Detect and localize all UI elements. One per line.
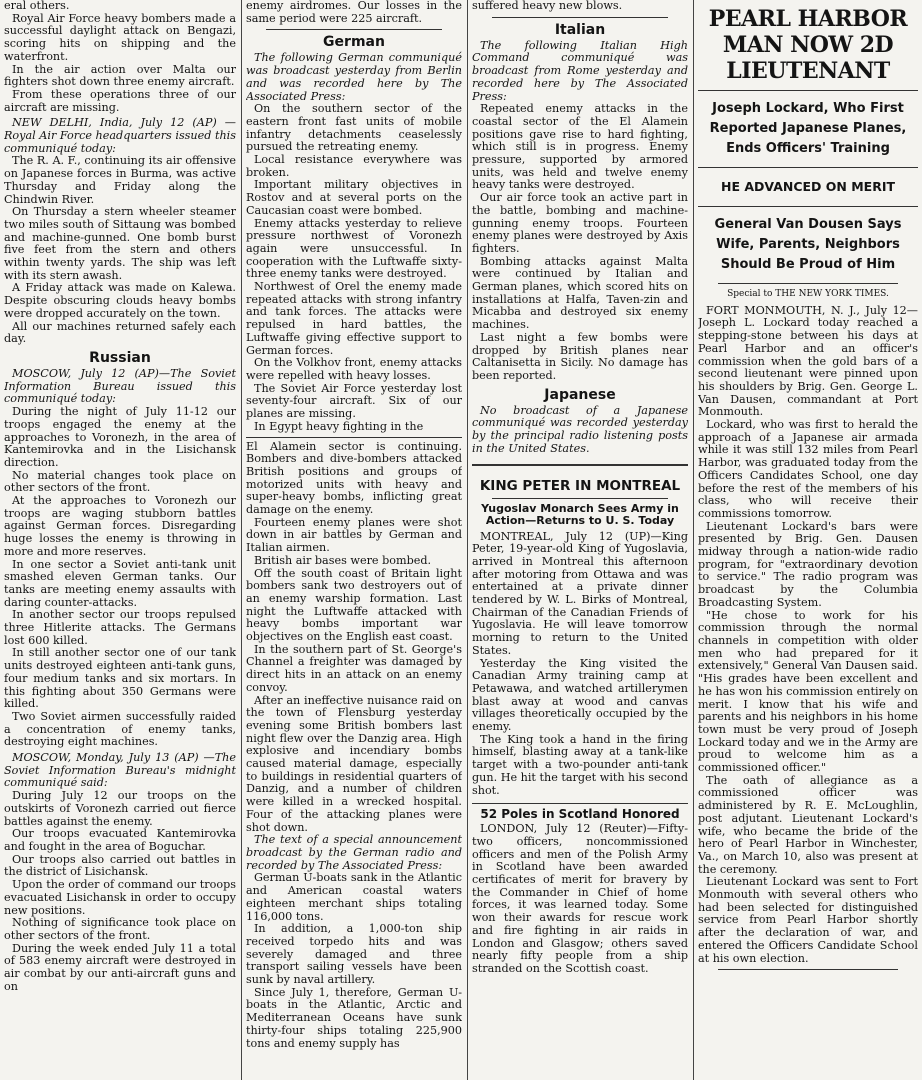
paragraph: Since July 1, therefore, German U-boats in the Atlantic, Arctic and Mediterranean Oceans have sunk thirty-four ships totaling 225,900 tons and enemy supply has (246, 985, 462, 1050)
paragraph: Local resistance everywhere was broken. (246, 153, 462, 179)
paragraph: On Thursday a stern wheeler steamer two miles south of Sittaung was bombed and machine-gunned. One bomb burst five feet from the stern and others within twenty yards. The ship was left with its stern awash. (4, 205, 236, 282)
column-rule-2 (467, 0, 468, 1080)
deck-two: HE ADVANCED ON MERIT (720, 179, 896, 194)
italian-intro: The following Italian High Command communiqué was broadcast from Rome yesterday and recorded here by The Associated Press: (472, 38, 688, 103)
paragraph: On the Volkhov front, enemy attacks were repelled with heavy losses. (246, 356, 462, 382)
russian-heading: Russian (89, 349, 151, 366)
paragraph: In one sector a Soviet anti-tank unit smashed eleven German tanks. Our tanks are meeting enemy assaults with daring counter-attacks. (4, 557, 236, 609)
divider (472, 464, 688, 466)
paragraph: Upon the order of command our troops evacuated Lisichansk in order to occupy new positions. (4, 878, 236, 917)
divider (472, 803, 688, 804)
poles-headline: 52 Poles in Scotland Honored (480, 807, 680, 822)
german-intro: The following German communiqué was broadcast yesterday from Berlin and was recorded here by The Associated Press: (246, 51, 462, 103)
divider (492, 498, 668, 499)
divider (698, 167, 918, 168)
paragraph: Bombing attacks against Malta were continued by Italian and German planes, which scored hits on installations at Halfa, Taven-zin and Micabba and destroyed six enemy machines. (472, 254, 688, 332)
monday-dateline: MOSCOW, Monday, July 13 (AP) —The Soviet Information Bureau's midnight communiqué said: (4, 751, 236, 790)
divider (266, 29, 442, 30)
paragraph: El Alamein sector is continuing. Bombers and dive-bombers attacked British positions and groups of motorized units with heavy and super-heavy bombs, inflicting great damage on the enemy. (246, 439, 462, 517)
paragraph: During the week ended July 11 a total of 583 enemy aircraft were destroyed in air combat by our anti-aircraft guns and on (4, 941, 236, 993)
paragraph: MONTREAL, July 12 (UP)—King Peter, 19-year-old King of Yugoslavia, arrived in Montreal this afternoon after motoring from Ottawa and was entertained at a private dinner tendered by W. L. Birks of Montreal, Chairman of the Canadian Friends of Yugoslavia. He will leave tomorrow morning to return to the United States. (472, 529, 688, 657)
paragraph: LONDON, July 12 (Reuter)—Fifty-two officers, noncommissioned officers and men of the Polish Army in Scotland have been awarded certificates of merit for bravery by the Commander in Chief of home forces, it was learned today. Some won their awards for rescue work and fire fighting in air raids in London and Glasgow; others saved nearly fifty people from a ship stranded on the Scottish coast. (472, 822, 688, 975)
paragraph: Lockard, who was first to herald the approach of a Japanese air armada while it was still 132 miles from Pearl Harbor, was graduated today from the Officers Candidates School, one day before the rest of the members of his class, who will receive their commissions tomorrow. (698, 418, 918, 520)
german-heading: German (323, 34, 385, 51)
paragraph: The R. A. F., continuing its air offensive on Japanese forces in Burma, was active Thursday and Friday along the Chindwin River. (4, 154, 236, 206)
paragraph: Yesterday the King visited the Canadian Army training camp at Petawawa, and watched artillerymen blast away at wood and canvas villages theoretically occupied by the enemy. (472, 656, 688, 734)
paragraph: During July 12 our troops on the outskirts of Voronezh carried out fierce battles against the enemy. (4, 789, 236, 828)
delhi-dateline: NEW DELHI, India, July 12 (AP) —Royal Air Force headquarters issued this communiqué today: (4, 116, 236, 155)
paragraph: All our machines returned safely each day. (4, 319, 236, 346)
russian-dateline: MOSCOW, July 12 (AP)—The Soviet Information Bureau issued this communiqué today: (4, 366, 236, 406)
paragraph: Last night a few bombs were dropped by British planes near Caltanisetta in Sicily. No damage has been reported. (472, 330, 688, 382)
paragraph: Repeated enemy attacks in the coastal sector of the El Alamein positions gave rise to hard fighting, which still is in progress. Enemy pressure, supported by armored units, was held and twelve enemy heavy tanks were destroyed. (472, 102, 688, 192)
divider (718, 969, 898, 970)
paragraph: enemy airdromes. Our losses in the same period were 225 aircraft. (246, 0, 462, 25)
col1-intro (4, 0, 236, 114)
paragraph: Enemy attacks yesterday to relieve pressure northwest of Voronezh again were unsuccessful. In cooperation with the Luftwaffe sixty-three enemy tanks were destroyed. (246, 216, 462, 281)
column-3 (472, 0, 688, 1080)
paragraph: The oath of allegiance as a commissioned officer was administered by R. E. McLoughlin, post adjutant. Lieutenant Lockard's wife, who became the bride of the hero of Pearl Harbor in Winchester, Va., on March 10, also was present at the ceremony. (698, 773, 918, 876)
paragraph: British air bases were bombed. (254, 553, 432, 567)
divider (718, 283, 898, 284)
paragraph: From these operations three of our aircraft are missing. (4, 87, 236, 114)
column-4 (698, 0, 918, 1080)
column-rule-1 (241, 0, 242, 1080)
deck-three: General Van Dousen Says Wife, Parents, Neighbors Should Be Proud of Him (714, 217, 902, 272)
paragraph: suffered heavy new blows. (472, 0, 623, 12)
column-1 (4, 0, 236, 1080)
paragraph: During the night of July 11-12 our troops engaged the enemy at the approaches to Voronezh, in the area of Kantemirovka and in the Lisichansk direction. (4, 405, 236, 469)
paragraph: Our air force took an active part in the battle, bombing and machine-gunning enemy troops. Fourteen enemy planes were destroyed by Axis fighters. (472, 191, 688, 255)
paragraph: In still another sector one of our tank units destroyed eighteen anti-tank guns, four medium tanks and six mortars. In this fighting about 350 Germans were killed. (4, 646, 236, 711)
paragraph: On the southern sector of the eastern front fast units of mobile infantry detachments ceaselessly pursued the retreating enemy. (246, 102, 462, 154)
paragraph: "He chose to work for his commission through the normal channels in competition with older men who had prepared for it extensively," General Van Dausen said. "His grades have been excellent and he has won his commission entirely on merit. I know that his wife and parents and his neighbors in his home town must be very proud of Joseph Lockard today and we in the Army are proud to welcome him as a commissioned officer." (698, 608, 918, 775)
main-headline: PEARL HARBOR MAN NOW 2D LIEUTENANT (708, 6, 908, 84)
italian-heading: Italian (554, 21, 606, 38)
king-peter-subhead: Yugoslav Monarch Sees Army in Action—Returns to U. S. Today (481, 501, 679, 527)
paragraph: In Egypt heavy fighting in the (254, 419, 424, 433)
paragraph: The Soviet Air Force yesterday lost seventy-four aircraft. Six of our planes are missing. (246, 381, 462, 421)
paragraph: Lieutenant Lockard was sent to Fort Monmouth with several others who had been selected for distinguished service from Pearl Harbor shortly after the declaration of war, and entered the Officers Candidate School at his own election. (698, 875, 918, 965)
paragraph: After an ineffective nuisance raid on the town of Flensburg yesterday evening some British bombers last night flew over the Danzig area. High explosive and incendiary bombs caused material damage, especially to buildings in residential quarters of Danzig, and a number of children were killed in a wrecked hospital. Four of the attacking planes were shot down. (246, 693, 462, 834)
paragraph: eral others. (4, 0, 70, 12)
paragraph: Two Soviet airmen successfully raided a concentration of enemy tanks, destroying eight machines. (4, 709, 236, 749)
paragraph: No material changes took place on other sectors of the front. (4, 468, 236, 495)
credit-line: Special to THE NEW YORK TIMES. (727, 289, 889, 299)
special-intro: The text of a special announcement broadcast by the German radio and recorded by The Associated Press: (246, 833, 462, 872)
paragraph: A Friday attack was made on Kalewa. Despite obscuring clouds heavy bombs were dropped accurately on the town. (4, 281, 236, 320)
paragraph: Northwest of Orel the enemy made repeated attacks with strong infantry and tank forces. The attacks were repulsed in hard battles, the Luftwaffe giving effective support to German forces. (246, 280, 462, 357)
japanese-heading: Japanese (544, 386, 616, 403)
divider (698, 206, 918, 207)
divider (246, 437, 462, 438)
column-2 (246, 0, 462, 1080)
deck-one: Joseph Lockard, Who First Reported Japanese Planes, Ends Officers' Training (709, 101, 907, 156)
japanese-text: No broadcast of a Japanese communiqué was recorded yesterday by the principal radio listening posts in the United States. (472, 403, 688, 455)
paragraph: Our troops evacuated Kantemirovka and fought in the area of Boguchar. (4, 827, 236, 853)
king-peter-headline: KING PETER IN MONTREAL (479, 477, 681, 494)
paragraph: FORT MONMOUTH, N. J., July 12—Joseph L. Lockard today reached a stepping-stone between his days at Pearl Harbor and an officer's commission when the gold bars of a second lieutenant were pinned upon his shoulders by Brig. Gen. George L. Van Dausen, commandant at Port Monmouth. (698, 303, 918, 419)
paragraph: Our troops also carried out battles in the district of Lisichansk. (4, 852, 236, 879)
paragraph: In addition, a 1,000-ton ship received torpedo hits and was severely damaged and three transport sailing vessels have been sunk by naval artillery. (246, 922, 462, 987)
paragraph: In another sector our troops repulsed three Hitlerite attacks. The Germans lost 600 killed. (4, 608, 236, 647)
paragraph: Nothing of significance took place on other sectors of the front. (4, 916, 236, 942)
paragraph: The King took a hand in the firing himself, blasting away at a tank-like target with a two-pounder anti-tank gun. He hit the target with his second shot. (472, 732, 688, 797)
paragraph: Off the south coast of Britain light bombers sank two destroyers out of an enemy warship formation. Last night the Luftwaffe attacked with heavy bombs important war objectives on the English east coast. (246, 566, 462, 644)
paragraph: Fourteen enemy planes were shot down in air battles by German and Italian airmen. (246, 515, 462, 555)
divider (698, 90, 918, 91)
paragraph: Royal Air Force heavy bombers made a successful daylight attack on Bengazi, scoring hits on shipping and the waterfront. (4, 11, 236, 63)
paragraph: Important military objectives in Rostov and at several ports on the Caucasian coast were bombed. (246, 178, 462, 217)
paragraph: Lieutenant Lockard's bars were presented by Brig. Gen. Dausen midway through a nation-wide radio program, for "extraordinary devotion to service." The radio program was broadcast by the Columbia Broadcasting System. (698, 519, 918, 609)
paragraph: At the approaches to Voronezh our troops are waging stubborn battles against German forces. Disregarding huge losses the enemy is throwing in more and more reserves. (4, 494, 236, 558)
divider (492, 17, 668, 18)
paragraph: In the southern part of St. George's Channel a freighter was damaged by direct hits in an attack on an enemy convoy. (246, 642, 462, 694)
paragraph: In the air action over Malta our fighters shot down three enemy aircraft. (4, 62, 236, 89)
column-rule-3 (693, 0, 694, 1080)
paragraph: German U-boats sank in the Atlantic and American coastal waters eighteen merchant ships totaling 116,000 tons. (246, 871, 462, 923)
